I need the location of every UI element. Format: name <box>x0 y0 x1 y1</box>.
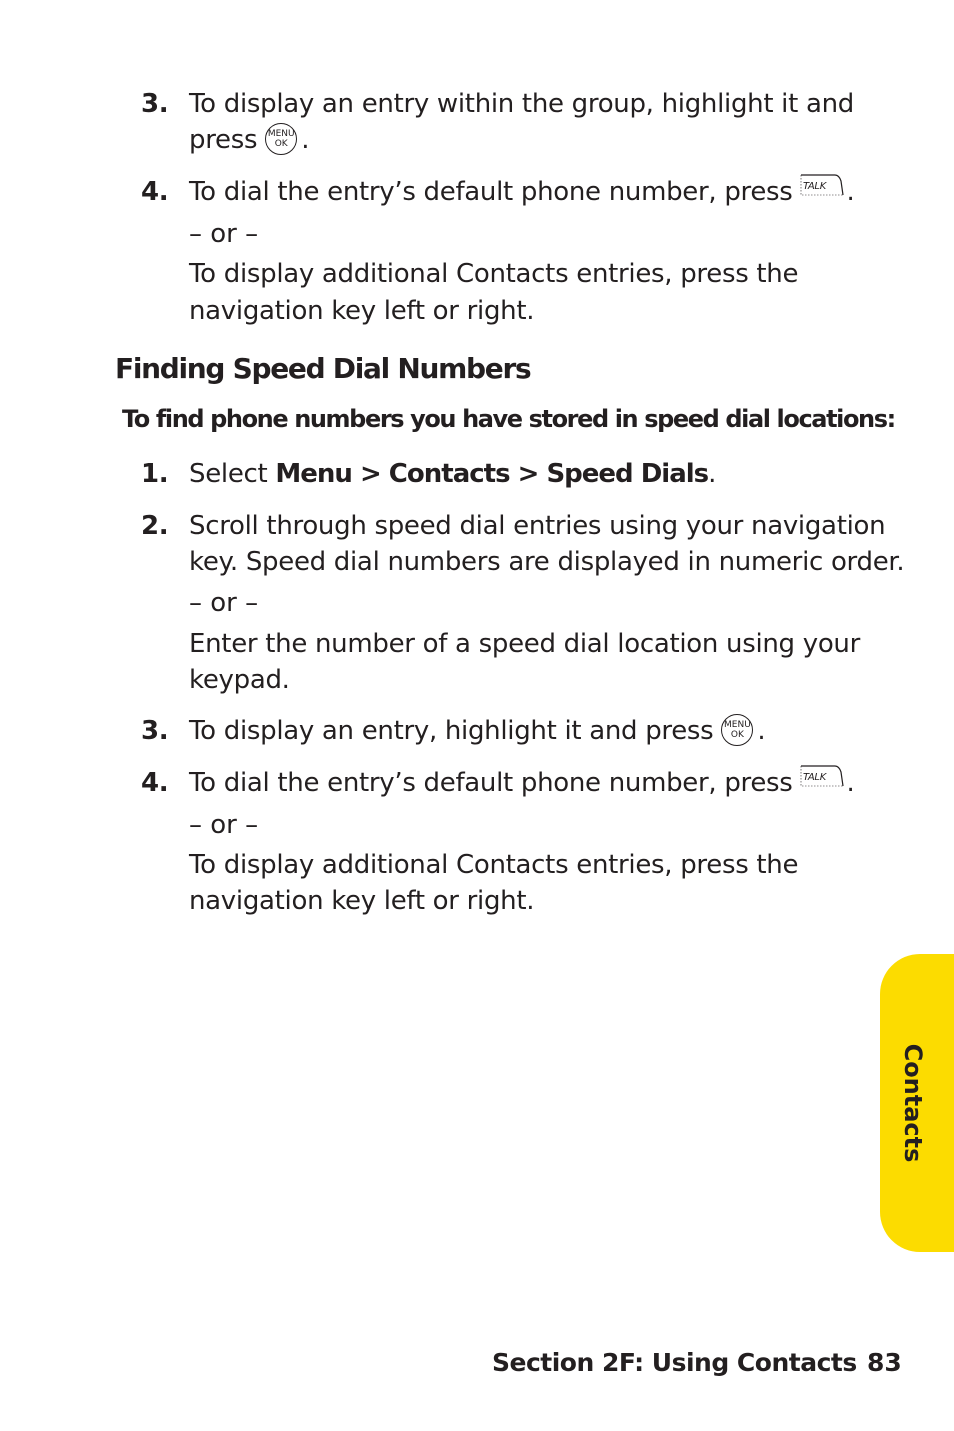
step-number: 1. <box>141 459 169 489</box>
lead-in-text: To find phone numbers you have stored in speed dial locations: <box>122 405 895 433</box>
step-text <box>189 174 859 211</box>
step-number: 3. <box>141 89 169 119</box>
alt-line: keypad. <box>189 665 290 695</box>
step-text-pre: To display an entry, highlight it and press <box>189 716 714 746</box>
key-label: TALK <box>802 180 826 192</box>
alt-line: To display additional Contacts entries, press the <box>189 259 799 289</box>
key-label-bottom: OK <box>730 729 744 740</box>
talk-key-icon <box>799 172 845 208</box>
key-label-bottom: OK <box>274 138 288 149</box>
page-number: 83 <box>867 1348 902 1377</box>
footer-section-title: Section 2F: Using Contacts <box>492 1348 857 1377</box>
step-line <box>189 765 859 802</box>
step-text-post: . <box>846 768 855 798</box>
step-text <box>189 86 859 158</box>
alt-line: Enter the number of a speed dial location using your <box>189 629 860 659</box>
side-tab-label: Contacts <box>899 1043 927 1163</box>
or-separator: – or – <box>189 810 259 840</box>
step-line: key. Speed dial numbers are displayed in numeric order. <box>189 547 905 577</box>
step-text-post: . <box>708 459 717 489</box>
alt-instruction <box>189 626 859 698</box>
key-label-top: MENU <box>267 128 295 139</box>
menu-ok-key-icon <box>265 123 297 155</box>
step-text-pre: To dial the entry’s default phone number, press <box>189 768 793 798</box>
menu-path: Menu > Contacts > Speed Dials <box>275 459 709 489</box>
alt-line: To display additional Contacts entries, press the <box>189 850 799 880</box>
step-line <box>189 713 859 749</box>
alt-line: navigation key left or right. <box>189 296 535 326</box>
step-text <box>189 713 859 749</box>
step-text <box>189 456 859 492</box>
alt-instruction <box>189 256 859 330</box>
alt-line: navigation key left or right. <box>189 886 535 916</box>
section-heading: Finding Speed Dial Numbers <box>115 352 531 385</box>
step-text-post: . <box>846 177 855 207</box>
step-line <box>189 174 859 211</box>
step-text <box>189 765 859 802</box>
step-text-post: . <box>301 125 310 155</box>
step-text-pre: To dial the entry’s default phone number, press <box>189 177 793 207</box>
step-text-pre: press <box>189 125 258 155</box>
key-label-top: MENU <box>724 719 751 730</box>
step-number: 3. <box>141 716 169 746</box>
step-number: 4. <box>141 177 169 207</box>
talk-key-icon <box>799 763 845 799</box>
or-separator: – or – <box>189 588 259 618</box>
step-line: Scroll through speed dial entries using your navigation <box>189 511 886 541</box>
step-text-post: . <box>757 716 766 746</box>
step-text <box>189 508 905 580</box>
alt-instruction <box>189 847 859 919</box>
step-text-pre: Select <box>189 459 268 489</box>
step-number: 4. <box>141 768 169 798</box>
menu-ok-key-icon <box>721 714 753 746</box>
step-line <box>189 456 859 492</box>
step-line <box>189 122 859 158</box>
key-label: TALK <box>802 771 826 783</box>
or-separator: – or – <box>189 219 259 249</box>
step-number: 2. <box>141 511 169 541</box>
step-line: To display an entry within the group, highlight it and <box>189 89 854 119</box>
